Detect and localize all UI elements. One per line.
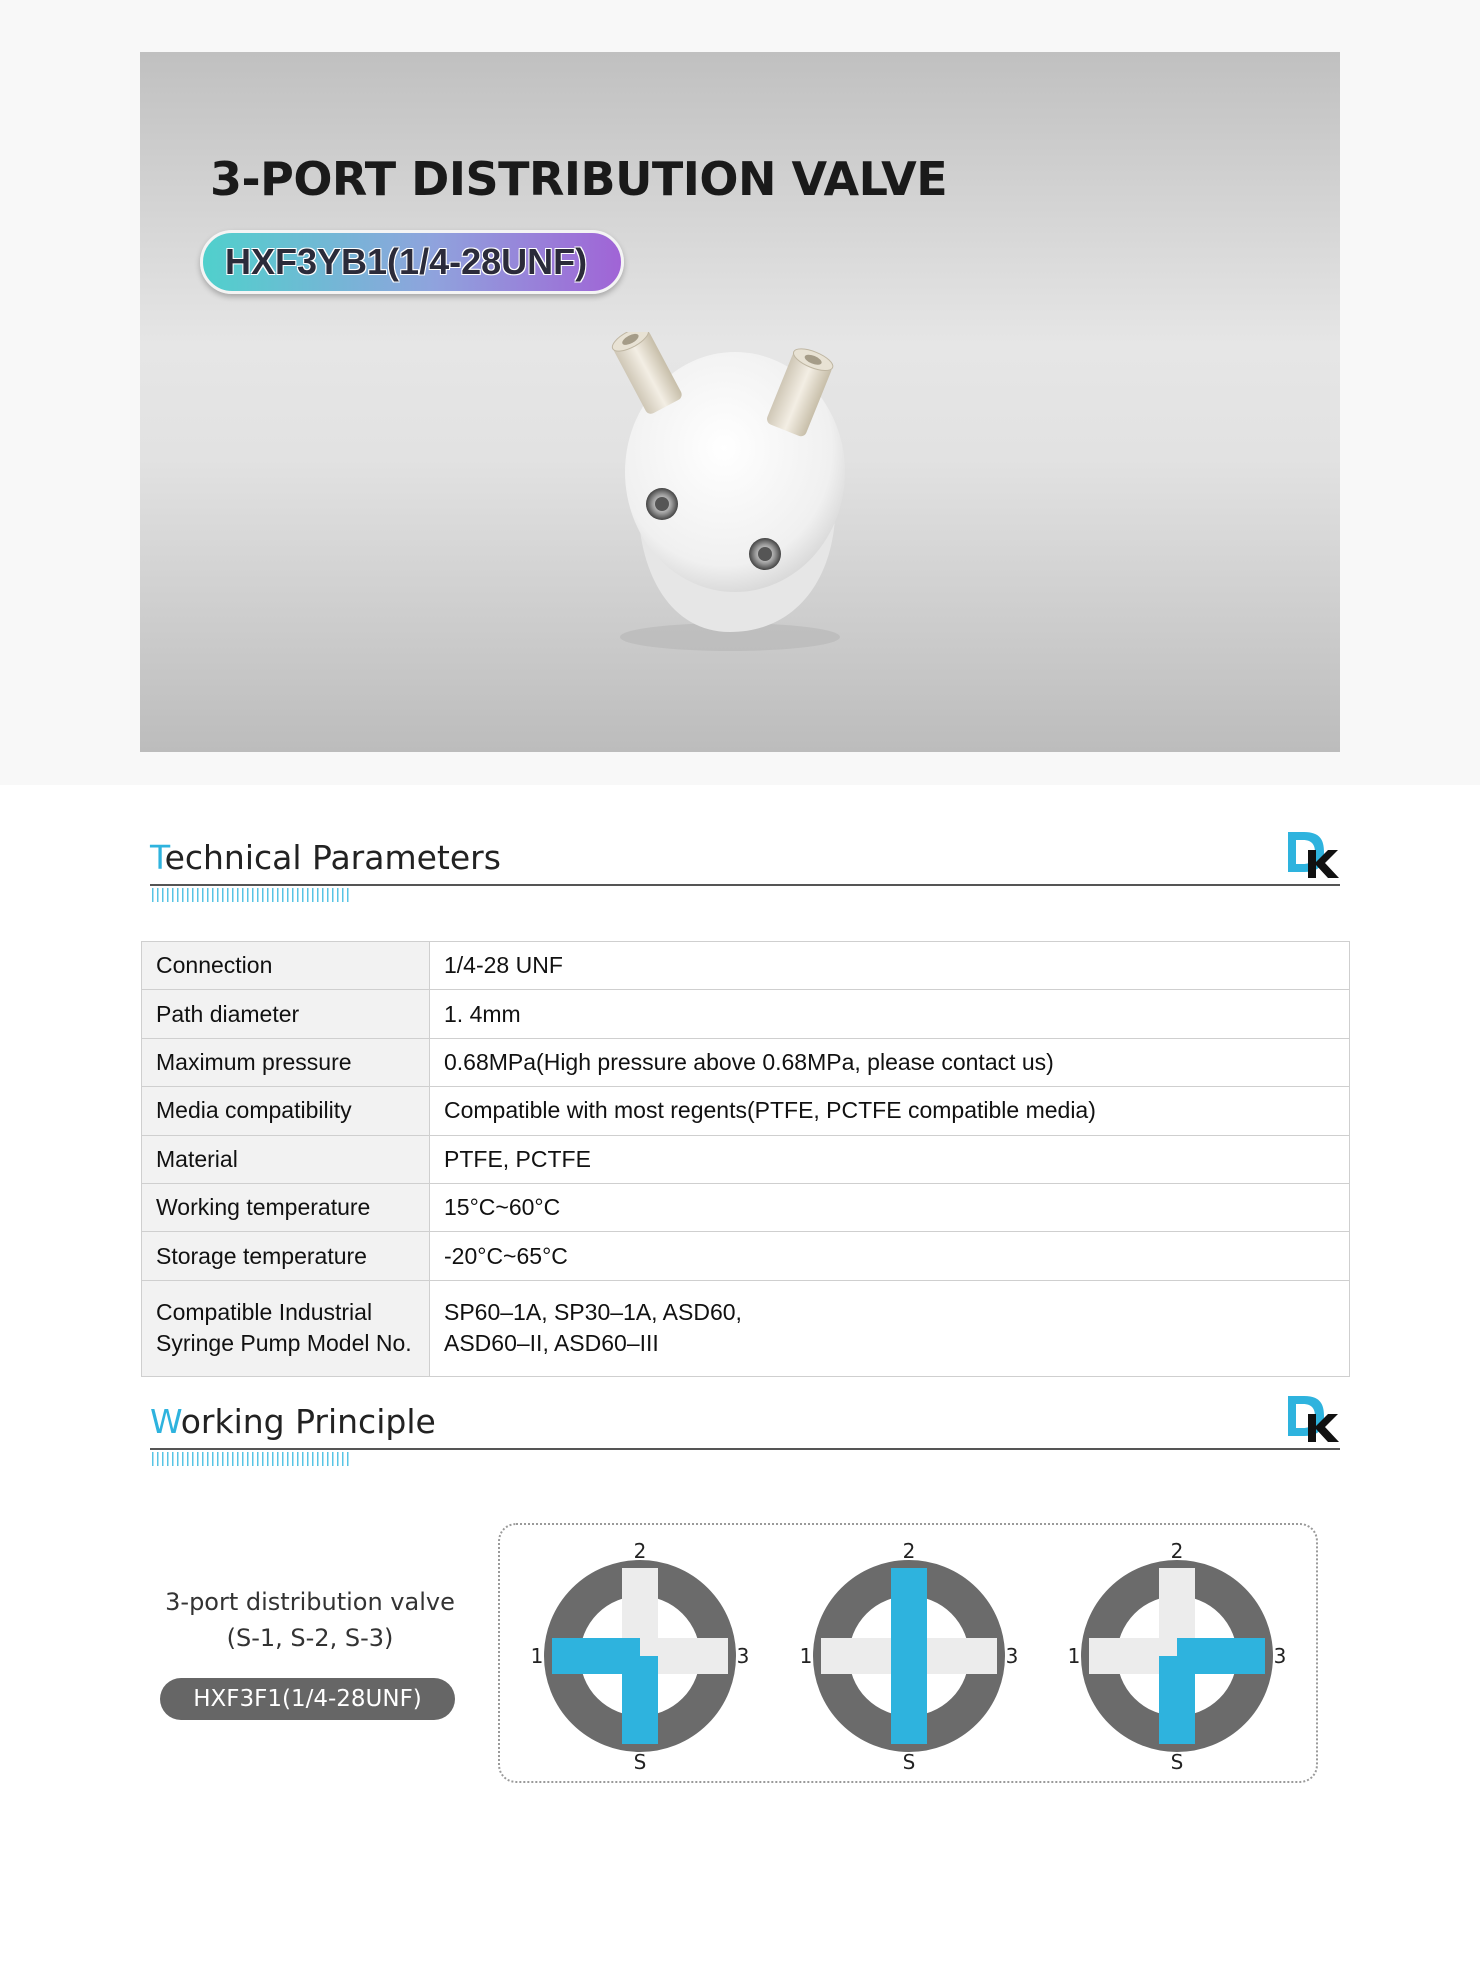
port-label-left: 1 [530, 1644, 544, 1668]
valve-state-diagram-s2 [789, 1536, 1029, 1776]
table-row [142, 990, 1350, 1038]
table-row [142, 1087, 1350, 1135]
port-label-right: 3 [1005, 1644, 1019, 1668]
param-key: Media compatibility [142, 1087, 430, 1135]
pump-key-line: Syringe Pump Model No. [156, 1330, 412, 1357]
valve-state-diagram-s1 [520, 1536, 760, 1776]
parameters-table [141, 941, 1350, 1377]
header-divider [150, 884, 1340, 886]
param-key: Maximum pressure [142, 1038, 430, 1086]
header-divider [150, 1448, 1340, 1450]
table-row [142, 1232, 1350, 1280]
param-value: 1/4-28 UNF [430, 942, 1350, 990]
hero-banner [140, 52, 1340, 752]
technical-parameters-title: Technical Parameters [150, 838, 501, 877]
valve-product-image [570, 332, 890, 662]
channel-port-3 [1177, 1638, 1265, 1674]
channel-port-2 [891, 1568, 927, 1656]
port-label-top: 2 [1170, 1539, 1184, 1563]
dk-logo [1284, 1390, 1340, 1446]
table-row [142, 942, 1350, 990]
dk-logo [1284, 826, 1340, 882]
param-key: Material [142, 1135, 430, 1183]
port-label-left: 1 [799, 1644, 813, 1668]
param-key: Working temperature [142, 1183, 430, 1231]
port-label-right: 3 [736, 1644, 750, 1668]
port-label-right: 3 [1273, 1644, 1287, 1668]
param-value: 1. 4mm [430, 990, 1350, 1038]
header-tick-decoration [152, 888, 352, 902]
valve-description-line: (S-1, S-2, S-3) [226, 1624, 394, 1652]
pump-key-line: Compatible Industrial [156, 1299, 373, 1326]
param-key: Connection [142, 942, 430, 990]
pump-value-line: SP60–1A, SP30–1A, ASD60, [444, 1299, 742, 1326]
param-key: Storage temperature [142, 1232, 430, 1280]
port-label-top: 2 [902, 1539, 916, 1563]
param-value: 0.68MPa(High pressure above 0.68MPa, please contact us) [430, 1038, 1350, 1086]
param-value: -20°C~65°C [430, 1232, 1350, 1280]
valve-description [150, 1584, 470, 1656]
table-row [142, 1038, 1350, 1086]
valve-model-badge: HXF3F1(1/4-28UNF) [160, 1678, 455, 1720]
param-value: PTFE, PCTFE [430, 1135, 1350, 1183]
channel-port-s [891, 1656, 927, 1744]
model-badge [200, 230, 624, 294]
port-label-bottom: S [1170, 1750, 1184, 1774]
table-row [142, 1183, 1350, 1231]
valve-state-diagram-s3 [1057, 1536, 1297, 1776]
param-value: 15°C~60°C [430, 1183, 1350, 1231]
table-row [142, 1135, 1350, 1183]
param-key: Path diameter [142, 990, 430, 1038]
header-tick-decoration [152, 1452, 352, 1466]
port-label-bottom: S [633, 1750, 647, 1774]
param-key [142, 1280, 430, 1376]
channel-port-1 [552, 1638, 640, 1674]
table-row [142, 1280, 1350, 1376]
technical-parameters-header [150, 826, 1340, 908]
param-value [430, 1280, 1350, 1376]
valve-description-line: 3-port distribution valve [165, 1588, 455, 1616]
port-label-bottom: S [902, 1750, 916, 1774]
working-principle-header [150, 1402, 1340, 1472]
port-label-left: 1 [1067, 1644, 1081, 1668]
product-title: 3-PORT DISTRIBUTION VALVE [210, 152, 948, 206]
model-badge-label: HXF3YB1(1/4-28UNF) [225, 241, 588, 282]
working-principle-title: Working Principle [150, 1402, 436, 1441]
port-label-top: 2 [633, 1539, 647, 1563]
pump-value-line: ASD60–II, ASD60–III [444, 1330, 659, 1357]
svg-text:DK: DK [1284, 826, 1286, 827]
param-value: Compatible with most regents(PTFE, PCTFE compatible media) [430, 1087, 1350, 1135]
